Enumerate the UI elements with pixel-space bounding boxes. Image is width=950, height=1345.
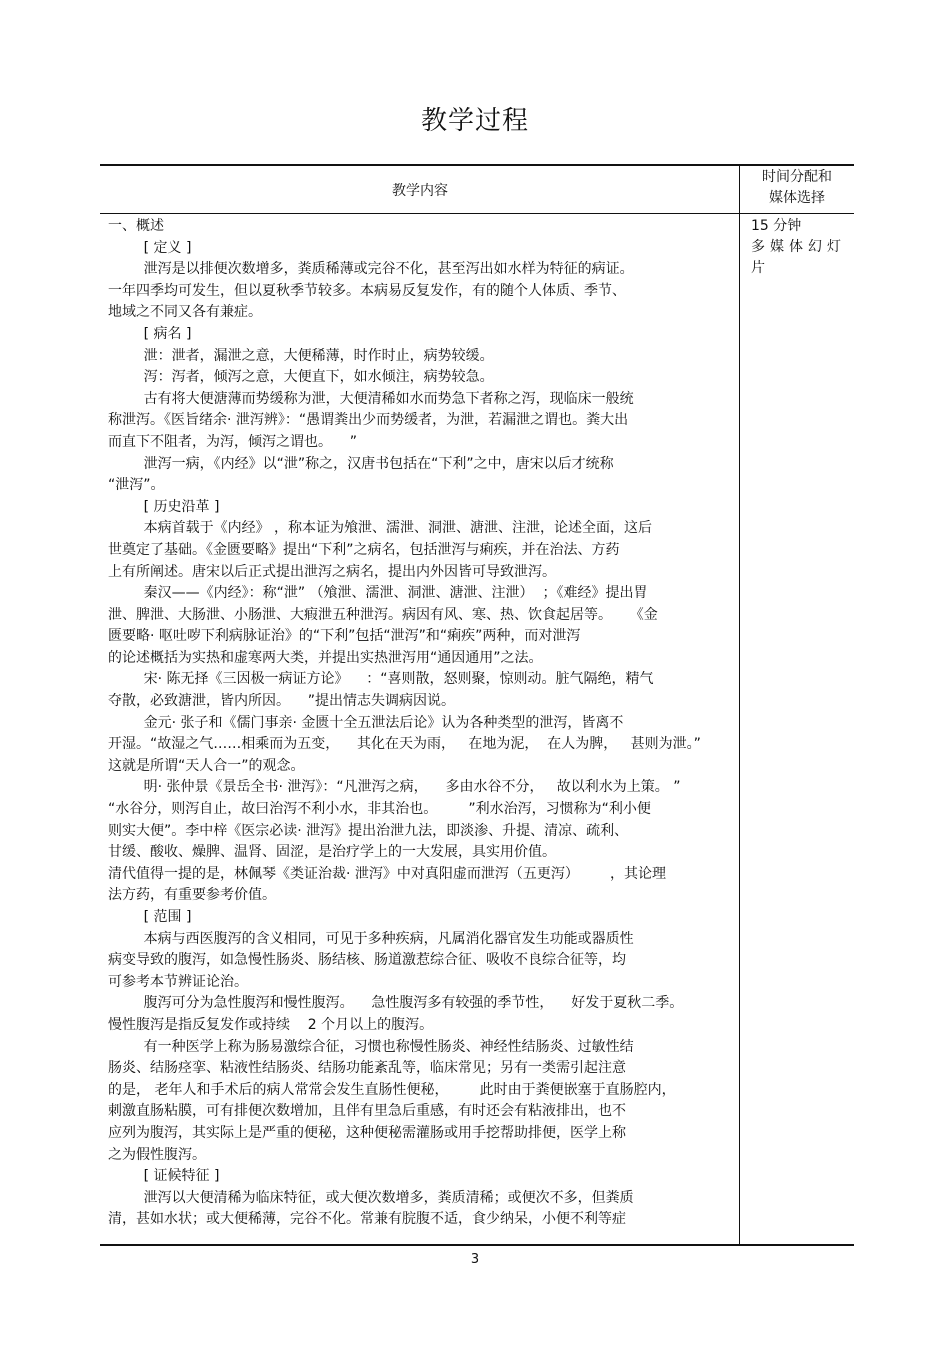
content-line: 甘缓、酸收、燥脾、温肾、固涩，是治疗学上的一大发展，具实用价值。 [108, 844, 556, 861]
content-line: 法方药，有重要参考价值。 [108, 887, 276, 904]
page-title: 教学过程 [420, 106, 529, 136]
content-line: 这就是所谓“天人合一”的观念。 [108, 757, 305, 774]
time-header-line1: 时间分配和 [762, 169, 832, 185]
content-line: 应列为腹泻，其实际上是严重的便秘，这种便秘需灌肠或用手挖帮助排便，医学上称 [108, 1124, 626, 1141]
table-column-divider [739, 164, 740, 1246]
content-line: “水谷分，则泻自止，故曰治泻不利小水，非其治也。 ”利水治泻，习惯称为“利小便 [108, 801, 651, 818]
content-line: 泄泻是以排便次数增多，粪质稀薄或完谷不化，甚至泻出如水样为特征的病证。 [108, 261, 634, 278]
media-choice-line2: 片 [751, 260, 765, 276]
content-line: [ 定义 ] [108, 239, 192, 256]
content-line: “泄泻”。 [108, 477, 165, 494]
content-line: 而直下不阻者，为泻，倾泻之谓也。 ” [108, 433, 358, 450]
content-line: 慢性腹泻是指反复发作或持续 2 个月以上的腹泻。 [108, 1016, 434, 1033]
content-line: 刺激直肠粘膜，可有排便次数增加，且伴有里急后重感，有时还会有粘液排出，也不 [108, 1103, 626, 1120]
content-line: 古有将大便溏薄而势缓称为泄，大便清稀如水而势急下者称之泻，现临床一般统 [108, 390, 634, 407]
content-line: [ 范围 ] [108, 909, 192, 925]
page-number: 3 [470, 1252, 480, 1267]
content-line: 开湿。“故湿之气……相乘而为五变， 其化在天为雨， 在地为泥， 在人为脾， 甚则为泄。” [108, 736, 701, 753]
content-line: 金元· 张子和《儒门事亲· 金匮十全五泄法后论》认为各种类型的泄泻，皆离不 [108, 714, 624, 731]
content-line: 可参考本节辨证论治。 [108, 973, 248, 990]
time-allocation: 15 分钟 [751, 218, 802, 234]
content-line: 肠炎、结肠痉挛、粘液性结肠炎、结肠功能紊乱等，临床常见；另有一类需引起注意 [108, 1060, 626, 1077]
content-line: 泄泻一病，《内经》以“泄”称之，汉唐书包括在“下利”之中，唐宋以后才统称 [108, 455, 614, 472]
content-line: [ 病名 ] [108, 325, 192, 342]
content-line: 一年四季均可发生，但以夏秋季节较多。本病易反复发作，有的随个人体质、季节、 [108, 282, 626, 299]
content-line: 清代值得一提的是，林佩琴《类证治裁· 泄泻》中对真阳虚而泄泻（五更泻） ，其论理 [108, 865, 667, 882]
content-line: 病变导致的腹泻，如急慢性肠炎、肠结核、肠道激惹综合征、吸收不良综合征等，均 [108, 952, 626, 969]
content-line: 之为假性腹泻。 [108, 1146, 206, 1163]
time-media-cell [751, 216, 847, 279]
content-line: [ 证候特征 ] [108, 1168, 220, 1185]
content-line: 则实大便”。李中梓《医宗必读· 泄泻》提出治泄九法，即淡渗、升提、清凉、疏利、 [108, 822, 629, 839]
teaching-content-cell [108, 216, 736, 1231]
table-top-border [100, 164, 854, 166]
content-line: 本病与西医腹泻的含义相同，可见于多种疾病，凡属消化器官发生功能或器质性 [108, 930, 634, 947]
content-line: 地域之不同又各有兼症。 [108, 304, 262, 321]
content-line: 泻：泻者，倾泻之意，大便直下，如水倾注，病势较急。 [108, 369, 494, 386]
content-line: 明· 张仲景《景岳全书· 泄泻》：“凡泄泻之病， 多由水谷不分， 故以利水为上策。 ” [108, 779, 681, 796]
time-header-line2: 媒体选择 [769, 190, 825, 206]
content-line: 本病首载于《内经》 ，称本证为飧泄、濡泄、洞泄、溏泄、注泄，论述全面，这后 [108, 520, 653, 537]
content-line: 泄、脾泄、大肠泄、小肠泄、大瘕泄五种泄泻。病因有风、寒、热、饮食起居等。 《金 [108, 606, 658, 623]
content-line: 腹泻可分为急性腹泻和慢性腹泻。 急性腹泻多有较强的季节性， 好发于夏秋二季。 [108, 995, 684, 1012]
content-line: 有一种医学上称为肠易激综合征，习惯也称慢性肠炎、神经性结肠炎、过敏性结 [108, 1038, 634, 1055]
content-line: 秦汉——《内经》：称“泄” （飧泄、濡泄、洞泄、溏泄、注泄） ；《难经》提出胃 [108, 585, 648, 602]
content-line: 的是， 老年人和手术后的病人常常会发生直肠性便秘， 此时由于粪便嵌塞于直肠腔内， [108, 1081, 676, 1098]
content-line: 一、概述 [108, 218, 164, 234]
content-line: 夺散，必致溏泄，皆内所因。 ”提出情志失调病因说。 [108, 693, 456, 710]
content-line: 清，甚如水状；或大便稀薄，完谷不化。常兼有脘腹不适，食少纳呆，小便不利等症 [108, 1211, 626, 1228]
content-line: 世奠定了基础。《金匮要略》提出“下利”之病名，包括泄泻与痢疾，并在治法、方药 [108, 541, 620, 558]
content-line: 称泄泻。《医旨绪余· 泄泻辨》：“愚谓粪出少而势缓者，为泄，若漏泄之谓也。粪大出 [108, 412, 629, 429]
content-line: 的论述概括为实热和虚寒两大类，并提出实热泄泻用“通因通用”之法。 [108, 649, 543, 666]
content-line: 匮要略· 呕吐哕下利病脉证治》的“下利”包括“泄泻”和“痢疾”两种，而对泄泻 [108, 628, 581, 645]
content-line: 泄：泄者，漏泄之意，大便稀薄，时作时止，病势较缓。 [108, 347, 494, 364]
content-line: 宋· 陈无择《三因极一病证方论》 ：“喜则散，怒则聚，惊则动。脏气隔绝，精气 [108, 671, 654, 688]
table-header-divider [100, 213, 854, 214]
content-line: [ 历史沿革 ] [108, 498, 220, 515]
table-bottom-border [100, 1244, 854, 1246]
content-column-header: 教学内容 [392, 183, 448, 199]
content-line: 泄泻以大便清稀为临床特征，或大便次数增多，粪质清稀；或便次不多，但粪质 [108, 1189, 634, 1206]
content-line: 上有所阐述。唐宋以后正式提出泄泻之病名，提出内外因皆可导致泄泻。 [108, 563, 556, 580]
time-media-column-header [741, 167, 853, 209]
media-choice-line1: 多媒体幻灯 [751, 239, 846, 255]
